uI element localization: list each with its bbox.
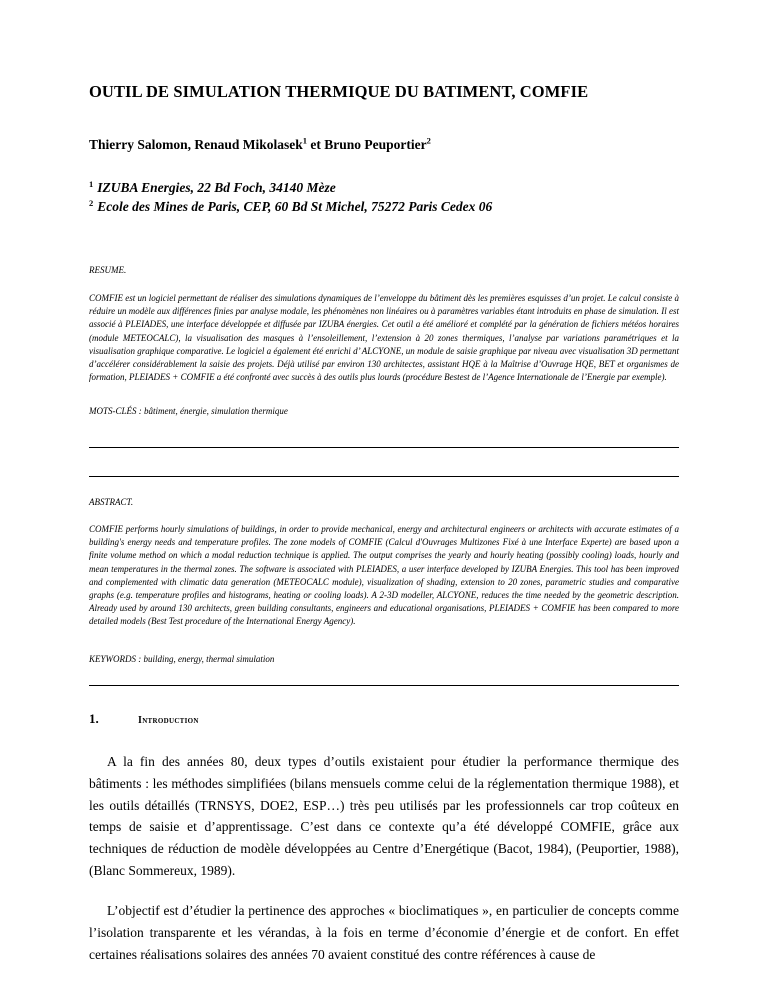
divider-rule — [89, 447, 679, 448]
affiliation-2-text: Ecole des Mines de Paris, CEP, 60 Bd St Michel, 75272 Paris Cedex 06 — [97, 199, 493, 214]
affiliation-1 — [89, 180, 336, 196]
author-line — [89, 137, 431, 153]
abstract-keywords: KEYWORDS : building, energy, thermal simulation — [89, 654, 275, 664]
abstract-text: COMFIE performs hourly simulations of buildings, in order to provide mechanical, energy and architectural engineers or architects with accurate estimates of a building's energy needs and temperature profiles. The zone models of COMFIE (Calcul d'Ouvrages Multizones Fixé à une Interface Experte) are based upon a finite volume method on which a modal reduction technique is applied. The output comprises the yearly and hourly heating (possibly cooling) loads, hourly and mean temperatures in the thermal zones. The software is associated with PLEIADES, a user interface developed by IZUBA Energies. This tool has been improved and complemented with climatic data generation (METEOCALC module), visualization of shading, extension to 20 zones, parametric studies and comparative graphs (e.g. temperature profiles and histograms, heating or cooling loads). A 2-3D modeller, ALCYONE, reduces the time needed by the geometric description. Already used by around 130 architects, green building consultants, engineers and educational organisations, PLEIADES + COMFIE has been compared to more detailed models (Best Test procedure of the International Energy Agency). — [89, 524, 679, 627]
affiliation-marker-1: 1 — [302, 135, 308, 146]
divider-rule — [89, 476, 679, 477]
resume-heading: RESUME. — [89, 265, 127, 275]
body-paragraph: L’objectif est d’étudier la pertinence des approches « bioclimatiques », en particulier de concepts comme l’isolation transparente et les vérandas, à la fois en terme d’économie d’énergie et de confort. En effet certaines réalisations solaires des années 70 avaient constitué des contre références à cause de — [89, 903, 679, 962]
author-names: Thierry Salomon, Renaud Mikolasek — [89, 137, 303, 152]
affiliation-1-text: IZUBA Energies, 22 Bd Foch, 34140 Mèze — [97, 180, 336, 195]
abstract-heading: ABSTRACT. — [89, 497, 134, 507]
affiliation-2-marker: 2 — [89, 197, 94, 208]
divider-rule — [89, 685, 679, 686]
paper-title: OUTIL DE SIMULATION THERMIQUE DU BATIMENT, COMFIE — [89, 82, 589, 101]
section-heading — [89, 711, 199, 727]
affiliation-2 — [89, 199, 492, 215]
body-paragraph: A la fin des années 80, deux types d’outils existaient pour étudier la performance thermique des bâtiments : les méthodes simplifiées (bilans mensuels comme celui de la réglementation thermique 1988), et les outils détaillés (TRNSYS, DOE2, ESP…) très peu utilisés par les professionnels car trop coûteux en temps de saisie et d’apprentissage. C’est dans ce contexte qu’a été développé COMFIE, grâce aux techniques de réduction de modèle développées au Centre d’Energétique (Bacot, 1984), (Peuportier, 1988), (Blanc Sommereux, 1989). — [89, 754, 679, 878]
resume-keywords: MOTS-CLÉS : bâtiment, énergie, simulation thermique — [89, 406, 288, 416]
affiliation-1-marker: 1 — [89, 178, 94, 189]
affiliation-marker-2: 2 — [426, 135, 431, 146]
resume-text: COMFIE est un logiciel permettant de réaliser des simulations dynamiques de l’enveloppe du bâtiment dès les premières esquisses d’un projet. Le calcul consiste à réduire un modèle aux différences finies par analyse modale, les phénomènes non linéaires ou à paramètres variables étant introduits en phase de simulation. Il est associé à PLEIADES, une interface développée et diffusée par IZUBA énergies. Cet outil a été amélioré et complété par la génération de fichiers météos horaires (module METEOCALC), la visualisation des masques à l’ensoleillement, l’extension à 20 zones thermiques, l’analyse par variations paramétriques et la visualisation graphique comparative. Le logiciel a également été enrichi d’ ALCYONE, un module de saisie graphique par niveau avec visualisation 3D permettant d’accélérer considérablement la saisie des projets. Déjà utilisé par environ 130 architectes, assistant HQE à la Maîtrise d’Ouvrage HQE, BET et organismes de formation, PLEIADES + COMFIE a été confronté avec succès à des outils plus lourds (procédure Bestest de l’Agence Internationale de l’Energie par exemple). — [89, 293, 679, 383]
author-names-2: et Bruno Peuportier — [307, 137, 427, 152]
section-title: Introduction — [138, 715, 199, 726]
section-number: 1. — [89, 711, 99, 726]
